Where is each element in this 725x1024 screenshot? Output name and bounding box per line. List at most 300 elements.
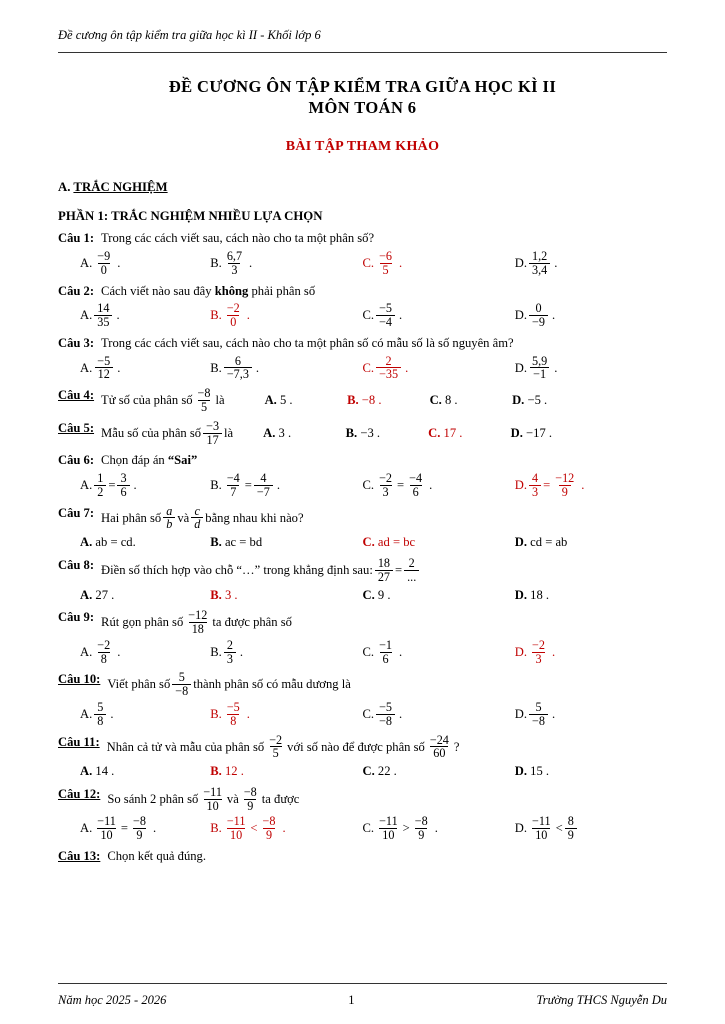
question-3-options [58,355,667,382]
option-11-b[interactable] [210,763,362,780]
option-9-a-num: −2 [97,637,111,652]
question-2 [58,283,667,300]
option-9-b-num: 2 [226,637,233,652]
option-8-b-value: 3 . [224,587,238,602]
option-1-c-label: C. [362,256,375,271]
option-7-c[interactable] [363,534,515,551]
option-4-c-label: C. [429,393,442,408]
question-12-text-post: ta được [261,791,300,806]
option-8-d[interactable] [515,587,667,604]
option-12-c-f1n: −11 [379,814,398,829]
option-2-d-label: D. [514,308,527,323]
option-1-a-num: −9 [97,249,111,264]
option-6-b-op: = [244,478,252,493]
option-11-d-value: 15 . [530,764,550,779]
option-1-c-den: 5 [380,263,392,277]
option-1-a-dot: . [117,256,121,271]
question-7-number: Câu 7: [58,505,95,520]
title-line-2: MÔN TOÁN 6 [308,98,417,118]
question-5-frac-num: −3 [206,418,220,433]
question-12-text-mid: và [226,791,239,806]
option-11-d[interactable] [515,763,667,780]
option-2-c[interactable] [363,302,515,329]
option-2-b[interactable] [210,302,362,329]
option-8-a[interactable] [58,587,210,604]
option-6-d-dot: . [581,478,585,493]
option-2-d-dot: . [551,308,556,323]
option-9-b-den: 3 [224,652,236,666]
question-5-number: Câu 5: [58,420,95,435]
option-12-b-dot: . [282,821,286,836]
option-2-d-num: 0 [535,301,542,316]
question-9-fn: −12 [188,608,208,623]
option-1-d-num: 1,2 [532,249,548,264]
question-8-f2d: ... [404,570,419,584]
question-13-text: Chọn kết quả đúng. [107,849,206,864]
option-6-c-f2n: −4 [409,471,423,486]
option-5-c-value: 17 . [443,425,463,440]
option-8-c-label: C. [362,587,375,602]
option-6-a-f1n: 1 [97,471,104,486]
option-9-c[interactable] [363,639,515,666]
option-6-a-op: = [108,478,116,493]
question-6-options [58,472,667,499]
question-9-text-post: ta được phân số [212,615,292,630]
option-1-d-label: D. [514,256,527,271]
option-5-a[interactable] [263,425,346,442]
option-6-c-f1d: 3 [380,485,392,499]
option-11-c-label: C. [362,764,375,779]
option-1-b-label: B. [210,256,222,271]
option-11-d-label: D. [514,764,527,779]
option-7-a-value: ab = cd. [95,535,136,550]
option-6-c-f1n: −2 [379,471,393,486]
question-12-options [58,815,667,842]
option-4-b-value: −8 . [361,393,382,408]
option-3-a-dot: . [117,360,121,375]
question-10-options [58,701,667,728]
option-9-a[interactable] [58,639,210,666]
option-8-d-label: D. [514,587,527,602]
option-12-b-f1n: −11 [226,814,246,829]
question-10-fn: 5 [178,670,185,685]
question-10-number: Câu 10: [58,672,101,687]
question-8-f1d: 27 [375,570,393,584]
option-3-c-num: 2 [385,353,392,368]
option-1-b[interactable] [210,250,362,277]
option-10-d-label: D. [514,707,527,721]
option-12-c-f2n: −8 [414,814,428,829]
question-8-options [58,587,667,604]
option-9-d-dot: . [551,644,556,659]
page-footer [58,993,667,1008]
question-8-text [101,557,667,584]
option-2-d[interactable] [515,302,667,329]
option-6-d-op: = [543,478,551,493]
question-5-text-post: là [224,425,234,440]
option-8-b[interactable] [210,587,362,604]
option-9-a-den: 8 [98,652,110,666]
option-5-b[interactable] [346,425,429,442]
option-1-d-dot: . [554,256,558,271]
option-7-c-label: C. [362,535,375,550]
option-6-b-label: B. [210,478,222,493]
question-11 [58,734,667,761]
option-10-a-dot: . [110,707,114,721]
option-10-b-num: −5 [226,700,240,714]
option-2-a[interactable] [58,302,210,329]
option-5-b-value: −3 . [360,425,381,440]
option-11-a-label: A. [80,764,93,779]
question-2-text-bold: không [214,283,249,298]
question-4-text [101,387,667,414]
option-3-c-den: −35 [376,367,401,381]
section-a-prefix: A. [58,179,74,194]
option-6-a[interactable] [58,472,210,499]
option-11-b-value: 12 . [224,764,244,779]
option-11-a[interactable] [58,763,210,780]
option-7-d-value: cd = ab [530,535,568,550]
option-7-b-label: B. [210,535,222,550]
option-3-c[interactable] [363,355,515,382]
option-12-d-f2d: 9 [565,828,577,842]
option-4-a-label: A. [264,393,277,408]
option-9-d-num: −2 [532,637,545,652]
option-12-c-f2d: 9 [415,828,427,842]
question-3-number: Câu 3: [58,335,95,350]
option-6-c-label: C. [362,478,375,493]
question-9-text-pre: Rút gọn phân số [101,615,184,630]
option-2-c-num: −5 [379,301,393,316]
option-6-a-dot: . [133,478,137,493]
option-12-a-f1d: 10 [97,828,115,842]
question-8-f2n: 2 [408,555,415,570]
option-10-b-dot: . [246,707,250,721]
option-6-a-label: A. [80,478,93,493]
option-2-a-den: 35 [94,315,112,329]
question-1-number: Câu 1: [58,231,95,246]
question-4-number: Câu 4: [58,388,95,403]
option-12-d-op: < [555,821,563,836]
question-12-text [107,786,667,813]
footer-right: Trường THCS Nguyễn Du [536,993,667,1007]
header-divider [58,52,667,53]
question-11-f1d: 5 [270,746,282,760]
question-10-text-post: thành phân số có mẫu dương là [193,677,351,692]
option-12-a-f2n: −8 [132,814,146,829]
option-6-c-op: = [397,478,405,493]
option-8-b-label: B. [210,587,222,602]
option-5-c[interactable] [428,425,511,442]
option-1-b-num: 6,7 [226,249,243,264]
question-11-number: Câu 11: [58,734,100,749]
option-5-d-value: −17 . [526,425,553,440]
option-12-a[interactable] [58,815,210,842]
question-12-number: Câu 12: [58,786,101,801]
option-11-c-value: 22 . [377,764,397,779]
question-5-text [101,420,667,447]
question-4-frac-den: 5 [198,400,210,414]
question-11-text [107,734,667,761]
question-11-text-post: ? [453,739,460,754]
option-6-d-f1n: 4 [532,471,539,486]
question-5-frac-den: 17 [203,433,221,447]
option-10-a-den: 8 [94,714,106,728]
option-7-d[interactable] [515,534,667,551]
footer-page-number: 1 [348,993,355,1007]
option-9-c-den: 6 [380,652,392,666]
option-6-b-dot: . [276,478,281,493]
option-2-a-label: A. [80,308,93,323]
option-3-d-dot: . [554,360,558,375]
option-5-b-label: B. [345,425,358,440]
question-5-text-pre: Mẫu số của phân số [101,425,202,440]
question-12-f2n: −8 [243,784,257,799]
question-13-number: Câu 13: [58,849,101,864]
option-6-a-f2n: 3 [120,471,127,486]
option-12-d-f1d: 10 [532,828,550,842]
question-11-f1n: −2 [269,732,283,747]
option-2-c-den: −4 [376,315,395,329]
option-1-a[interactable] [58,250,210,277]
option-6-b-f1n: −4 [226,471,240,486]
option-3-d-den: −1 [530,367,549,381]
option-1-d-den: 3,4 [529,263,550,277]
option-10-c-dot: . [399,707,403,721]
option-9-b-label: B. [210,644,222,659]
question-8-op: = [395,562,403,577]
question-6-text-pre: Chọn đáp án [101,453,168,468]
option-12-c-label: C. [362,821,375,836]
option-10-d[interactable] [515,701,667,728]
option-8-a-label: A. [80,587,93,602]
option-6-d-f1d: 3 [529,485,541,499]
option-12-d-label: D. [514,821,527,836]
option-12-a-f1n: −11 [97,814,116,829]
option-4-c[interactable] [430,392,513,409]
option-1-b-den: 3 [228,263,240,277]
option-12-b-op: < [250,821,258,836]
option-6-d-label: D. [514,478,527,493]
question-9-fd: 18 [189,622,207,636]
title-line-1: ĐỀ CƯƠNG ÔN TẬP KIỂM TRA GIỮA HỌC KÌ II [168,77,557,96]
option-4-a-value: 5 . [279,393,293,408]
question-7-f2d: d [191,517,203,531]
page-subtitle: BÀI TẬP THAM KHẢO [285,139,440,155]
page-header: Đề cương ôn tập kiểm tra giữa học kì II - Khối lớp 6 [58,28,321,42]
option-4-b-label: B. [347,393,359,408]
option-5-c-label: C. [428,425,441,440]
option-7-a[interactable] [58,534,210,551]
option-3-a-den: 12 [95,367,113,381]
option-10-c[interactable] [363,701,515,728]
option-3-a[interactable] [58,355,210,382]
option-12-b-f2n: −8 [262,814,276,829]
question-10-text [107,671,667,698]
option-6-a-f2d: 6 [117,485,129,499]
page-title [58,76,667,118]
option-3-d-num: 5,9 [532,353,548,368]
question-4-frac-num: −8 [197,386,211,401]
question-10-text-pre: Viết phân số [107,677,171,692]
question-13 [58,848,667,865]
question-10 [58,671,667,698]
question-12-f1d: 10 [204,799,222,813]
option-9-c-dot: . [399,644,403,659]
option-2-b-dot: . [246,308,250,323]
option-7-c-value: ad = bc [377,535,416,550]
option-12-a-f2d: 9 [133,828,145,842]
question-9 [58,609,667,636]
question-1 [58,230,667,247]
question-7-text-pre: Hai phân số [101,510,162,525]
question-8-f1n: 18 [377,555,391,570]
option-3-b-label: B. [210,360,222,375]
option-9-d-label: D. [514,644,527,659]
question-2-text-post: phải phân số [248,283,316,298]
option-9-d-den: 3 [532,652,544,666]
question-7 [58,505,667,532]
question-5 [58,420,667,447]
option-3-a-label: A. [80,360,93,375]
option-12-b-label: B. [210,821,222,836]
option-4-c-value: 8 . [444,393,458,408]
option-12-a-dot: . [152,821,157,836]
option-9-a-label: A. [80,644,93,659]
option-10-b-label: B. [210,707,222,721]
option-9-c-num: −1 [379,637,393,652]
option-12-c[interactable] [363,815,515,842]
option-6-c-f2d: 6 [410,485,422,499]
question-3 [58,335,667,352]
question-7-text-post: bằng nhau khi nào? [205,510,304,525]
option-3-b-dot: . [255,360,260,375]
option-2-b-num: −2 [226,301,240,316]
option-6-b-f1d: 7 [227,485,239,499]
option-10-d-den: −8 [529,714,548,728]
option-8-a-value: 27 . [95,587,115,602]
option-2-c-label: C. [362,308,375,323]
option-9-b-dot: . [239,644,244,659]
option-5-a-value: 3 . [278,425,292,440]
option-10-b-den: 8 [227,714,239,728]
question-2-text [101,283,667,300]
option-11-b-label: B. [210,764,222,779]
option-10-d-dot: . [551,707,556,721]
option-10-c-den: −8 [376,714,395,728]
option-12-b-f1d: 10 [227,828,245,842]
option-7-d-label: D. [514,535,527,550]
question-12-f1n: −11 [203,784,222,799]
option-3-d-label: D. [514,360,527,375]
option-3-a-num: −5 [97,353,111,368]
option-9-c-label: C. [362,644,375,659]
option-12-a-label: A. [80,821,93,836]
option-9-b[interactable] [210,639,362,666]
section-a-label: TRẮC NGHIỆM [73,179,168,194]
option-1-d[interactable] [515,250,667,277]
option-3-b[interactable] [210,355,362,382]
question-6-number: Câu 6: [58,453,95,468]
option-6-b-f2n: 4 [260,471,267,486]
option-9-d[interactable] [515,639,667,666]
option-6-b-f2d: −7 [254,485,273,499]
option-5-a-label: A. [263,425,276,440]
question-9-number: Câu 9: [58,610,95,625]
option-7-b-value: ac = bd [224,535,263,550]
option-10-b[interactable] [210,701,362,728]
option-1-c-dot: . [399,256,403,271]
option-6-d-f2n: −12 [555,471,575,486]
question-2-options [58,302,667,329]
option-2-b-label: B. [210,308,222,323]
option-10-c-num: −5 [379,700,393,714]
option-8-c[interactable] [363,587,515,604]
question-8-text-pre: Điền số thích hợp vào chỗ “…” trong khẳng định sau: [101,562,373,577]
option-12-b[interactable] [210,815,362,842]
question-3-text: Trong các cách viết sau, cách nào cho ta một phân số có mẫu số là số nguyên âm? [101,335,514,350]
option-12-a-op: = [120,821,128,836]
question-12 [58,786,667,813]
question-7-f1n: a [166,503,173,518]
option-11-c[interactable] [363,763,515,780]
option-4-d[interactable] [512,392,595,409]
question-7-text [101,505,667,532]
option-10-a[interactable] [58,701,210,728]
question-4-text-pre: Tử số của phân số [101,393,193,408]
option-2-b-den: 0 [227,315,239,329]
question-11-f2n: −24 [429,732,449,747]
question-6-text-quote: “Sai” [167,453,198,468]
option-4-b[interactable] [347,392,430,409]
question-1-options [58,250,667,277]
option-1-c[interactable] [363,250,515,277]
option-6-d[interactable] [515,472,667,499]
option-3-d[interactable] [515,355,667,382]
option-2-c-dot: . [399,308,403,323]
option-6-a-f1d: 2 [94,485,106,499]
option-12-c-f1d: 10 [379,828,397,842]
option-3-c-label: C. [362,360,375,375]
option-12-d-f1n: −11 [532,814,551,829]
option-7-b[interactable] [210,534,362,551]
option-1-c-num: −6 [379,249,393,264]
question-11-options [58,763,667,780]
document-content [58,70,667,865]
question-8-number: Câu 8: [58,557,95,572]
option-1-a-label: A. [80,256,93,271]
option-6-c-dot: . [429,478,433,493]
option-4-d-label: D. [512,393,525,408]
question-4-text-post: là [215,393,225,408]
option-12-d-f2n: 8 [567,814,574,829]
question-7-text-mid: và [177,510,190,525]
option-7-a-label: A. [80,535,93,550]
option-6-b[interactable] [210,472,362,499]
option-4-a[interactable] [265,392,348,409]
option-1-a-den: 0 [98,263,110,277]
question-8 [58,557,667,584]
option-9-a-dot: . [117,644,121,659]
option-12-d[interactable] [515,815,667,842]
option-10-a-label: A. [80,707,93,721]
question-11-text-mid: với số nào để được phân số [287,739,425,754]
option-12-b-f2d: 9 [263,828,275,842]
option-5-d[interactable] [511,425,594,442]
section-a-heading [58,179,667,196]
option-12-c-dot: . [434,821,438,836]
option-6-c[interactable] [363,472,515,499]
